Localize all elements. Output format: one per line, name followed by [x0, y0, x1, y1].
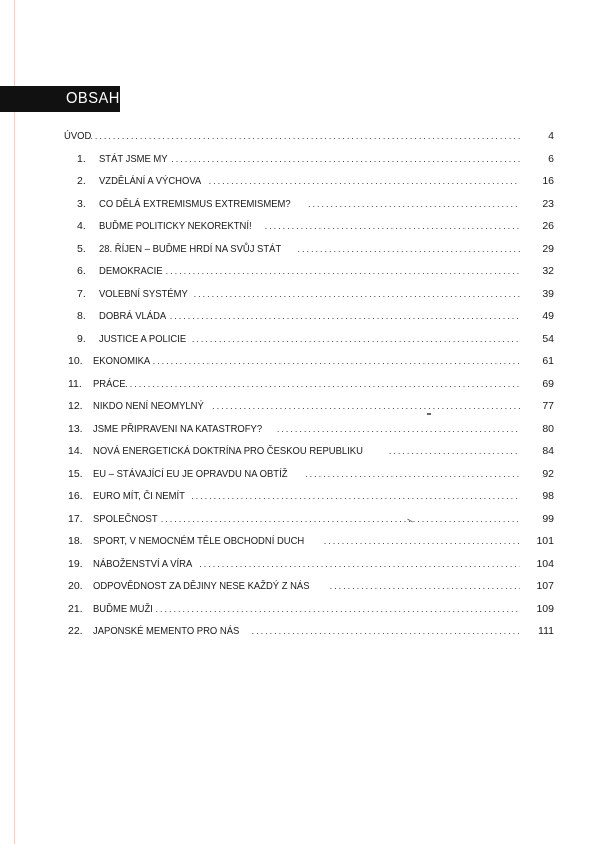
toc-entry-number: 11. [68, 377, 82, 390]
dot-leader [277, 418, 520, 441]
toc-entry [64, 215, 554, 238]
toc-entry-title: BUĎME POLITICKY NEKOREKTNÍ! [99, 220, 252, 232]
dot-leader [199, 553, 520, 576]
dot-leader [166, 260, 520, 283]
toc-entry [64, 418, 554, 441]
toc-entry [64, 575, 554, 598]
toc-entry [64, 170, 554, 193]
toc-entry-title: JAPONSKÉ MEMENTO PRO NÁS [93, 625, 240, 637]
toc-entry-page: 6 [548, 152, 554, 165]
dot-leader [194, 283, 520, 306]
dot-leader [125, 373, 520, 396]
toc-entry-number: 12. [68, 400, 83, 412]
toc-entry [64, 598, 554, 621]
toc-entry-title: PRÁCE [93, 377, 126, 390]
toc-entry-title: ÚVOD [64, 130, 92, 142]
toc-entry-number: 22. [68, 625, 83, 637]
toc-entry-title: VZDĚLÁNÍ A VÝCHOVA [99, 175, 202, 187]
toc-entry-number: 7. [77, 287, 86, 300]
toc-entry-number: 8. [77, 310, 86, 322]
toc-entry-page: 101 [536, 535, 554, 547]
toc-entry-page: 29 [542, 242, 554, 255]
toc-entry-number: 6. [77, 265, 86, 277]
dot-leader [161, 508, 520, 531]
toc-entry [64, 485, 554, 508]
toc-entry-title: NOVÁ ENERGETICKÁ DOKTRÍNA PRO ČESKOU REPUBLIKU [93, 445, 363, 457]
toc-entry-page: 77 [542, 400, 554, 412]
toc-entry-number: 1. [77, 152, 86, 165]
toc-entry-page: 111 [538, 625, 554, 637]
toc-entry [64, 260, 554, 283]
table-of-contents [64, 125, 554, 643]
toc-entry-number: 4. [77, 220, 86, 232]
page-edge-line [14, 0, 15, 844]
toc-entry-number: 16. [68, 490, 83, 502]
toc-entry-page: 80 [542, 422, 554, 435]
toc-entry [64, 193, 554, 216]
toc-entry [64, 508, 554, 531]
toc-entry-number: 21. [68, 602, 83, 615]
toc-entry [64, 238, 554, 261]
toc-entry [64, 328, 554, 351]
toc-entry [64, 395, 554, 418]
toc-entry [64, 125, 554, 148]
toc-entry-title: JUSTICE A POLICIE [99, 332, 187, 345]
toc-entry-page: 61 [542, 355, 554, 367]
toc-entry-number: 2. [77, 175, 86, 187]
toc-entry-title: DEMOKRACIE [99, 265, 163, 277]
toc-entry-page: 16 [542, 175, 554, 187]
toc-entry-title: BUĎME MUŽI [93, 602, 153, 615]
toc-entry-page: 4 [548, 130, 554, 142]
toc-entry-number: 13. [68, 422, 83, 435]
toc-entry-number: 14. [68, 445, 83, 457]
toc-entry-title: SPOLEČNOST [93, 512, 158, 525]
toc-entry-title: VOLEBNÍ SYSTÉMY [99, 287, 188, 300]
dot-leader [308, 193, 520, 216]
toc-entry-number: 10. [68, 355, 83, 367]
toc-entry-number: 20. [68, 580, 83, 592]
dot-leader [324, 530, 520, 553]
toc-entry-number: 5. [77, 242, 86, 255]
toc-entry-page: 109 [536, 602, 554, 615]
toc-entry-title: EKONOMIKA [93, 355, 151, 367]
page-title: OBSAH [66, 90, 120, 107]
dot-leader [170, 305, 520, 328]
toc-entry-title: STÁT JSME MY [99, 152, 168, 165]
toc-entry [64, 305, 554, 328]
toc-entry-number: 9. [77, 332, 86, 345]
dot-leader [90, 125, 520, 148]
toc-entry-page: 26 [542, 220, 554, 232]
toc-entry-page: 99 [542, 512, 554, 525]
toc-entry-page: 104 [536, 557, 554, 570]
toc-entry-page: 69 [542, 377, 554, 390]
dot-leader [297, 238, 520, 261]
toc-entry-title: ODPOVĚDNOST ZA DĚJINY NESE KAŽDÝ Z NÁS [93, 580, 310, 592]
toc-entry-number: 18. [68, 535, 83, 547]
toc-entry-page: 54 [542, 332, 554, 345]
toc-entry-title: SPORT, V NEMOCNÉM TĚLE OBCHODNÍ DUCH [93, 535, 305, 547]
dot-leader [153, 350, 520, 373]
toc-entry-page: 23 [542, 197, 554, 210]
toc-entry [64, 350, 554, 373]
toc-entry-page: 32 [542, 265, 554, 277]
toc-entry [64, 373, 554, 396]
toc-entry-title: CO DĚLÁ EXTREMISMUS EXTREMISMEM? [99, 197, 291, 210]
dot-leader [171, 148, 520, 171]
toc-entry [64, 283, 554, 306]
dot-leader [252, 620, 520, 643]
toc-entry-title: EURO MÍT, ČI NEMÍT [93, 490, 185, 502]
dot-leader [305, 463, 520, 486]
toc-entry [64, 148, 554, 171]
toc-entry [64, 530, 554, 553]
dot-leader [330, 575, 520, 598]
scan-speck [427, 413, 431, 415]
toc-entry-title: 28. ŘÍJEN – BUĎME HRDÍ NA SVŮJ STÁT [99, 242, 282, 255]
dot-leader [265, 215, 520, 238]
toc-entry-number: 3. [77, 197, 86, 210]
toc-entry-page: 98 [542, 490, 554, 502]
toc-entry-title: JSME PŘIPRAVENI NA KATASTROFY? [93, 422, 263, 435]
toc-entry-page: 49 [542, 310, 554, 322]
toc-entry-page: 84 [542, 445, 554, 457]
dot-leader [192, 328, 520, 351]
toc-entry-number: 15. [68, 467, 83, 480]
toc-entry-page: 39 [542, 287, 554, 300]
toc-entry [64, 620, 554, 643]
toc-entry-number: 19. [68, 557, 83, 570]
dot-leader [209, 170, 520, 193]
toc-entry-title: NÁBOŽENSTVÍ A VÍRA [93, 557, 193, 570]
dot-leader [191, 485, 520, 508]
toc-entry-title: DOBRÁ VLÁDA [99, 310, 167, 322]
toc-entry [64, 440, 554, 463]
dot-leader [156, 598, 521, 621]
toc-entry [64, 553, 554, 576]
toc-entry-number: 17. [68, 512, 83, 525]
toc-entry-page: 107 [536, 580, 554, 592]
dot-leader [212, 395, 520, 418]
toc-entry-title: NIKDO NENÍ NEOMYLNÝ [93, 400, 204, 412]
toc-entry-title: EU – STÁVAJÍCÍ EU JE OPRAVDU NA OBTÍŽ [93, 467, 288, 480]
toc-entry [64, 463, 554, 486]
dot-leader [389, 440, 520, 463]
toc-entry-page: 92 [542, 467, 554, 480]
